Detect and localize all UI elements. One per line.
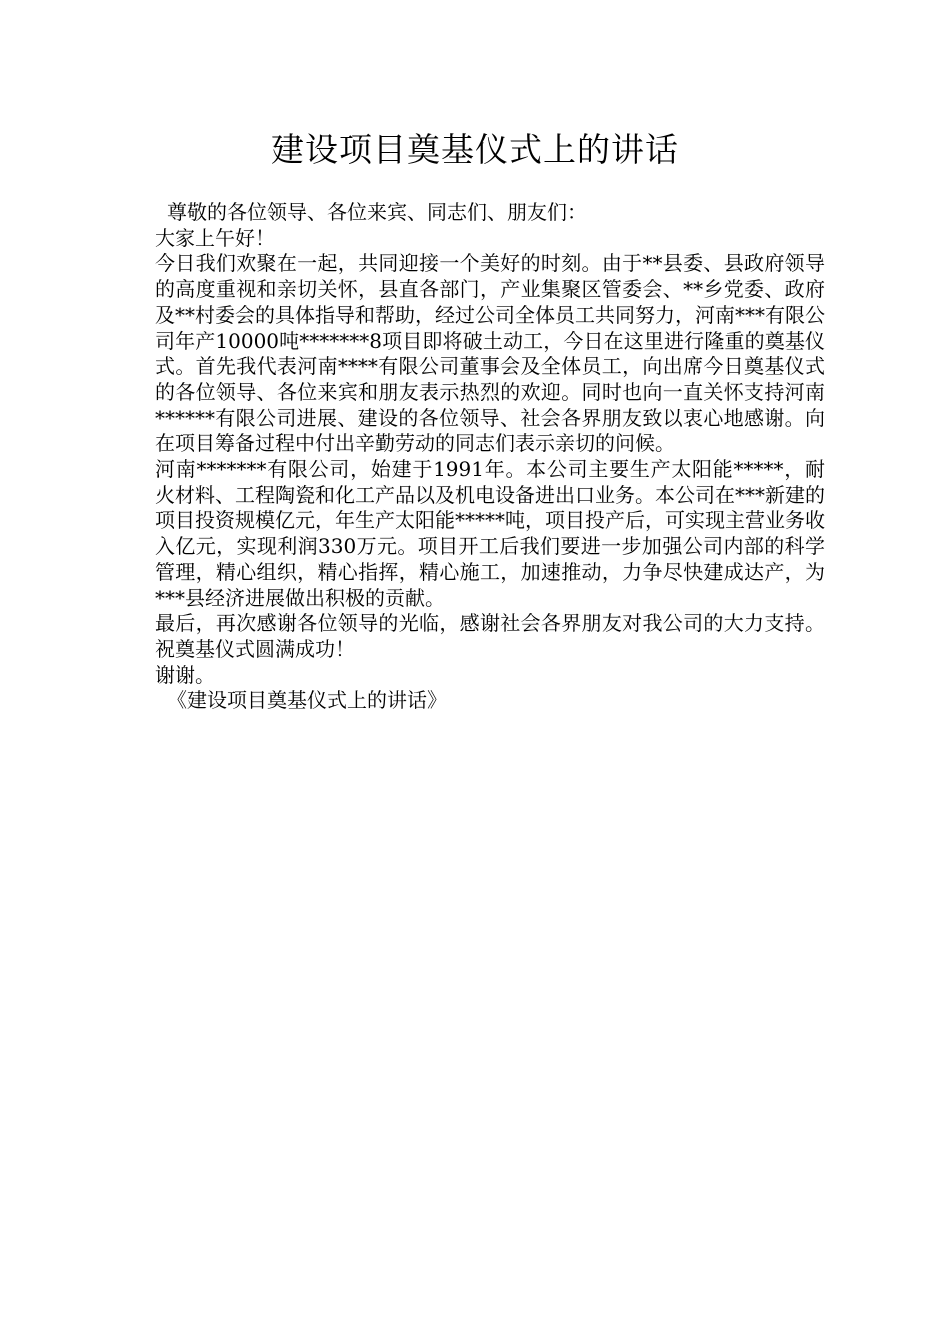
- paragraph-thanks: 最后，再次感谢各位领导的光临，感谢社会各界朋友对我公司的大力支持。祝奠基仪式圆满成功！: [155, 611, 825, 661]
- greeting-line: 大家上午好！: [155, 225, 275, 250]
- salutation-line: 尊敬的各位领导、各位来宾、同志们、朋友们：: [167, 200, 587, 224]
- document-body: [145, 200, 825, 714]
- paragraph-intro: 今日我们欢聚在一起，共同迎接一个美好的时刻。由于**县委、县政府领导的高度重视和亲切关怀，县直各部门，产业集聚区管委会、**乡党委、政府及**村委会的具体指导和帮助，经过公司全体员工共同努力，河南***有限公司年产10000吨*******8项目即将破土动工，今日在这里进行隆重的奠基仪式。首先我代表河南****有限公司董事会及全体员工，向出席今日奠基仪式的各位领导、各位来宾和朋友表示热烈的欢迎。同时也向一直关怀支持河南******有限公司进展、建设的各位领导、社会各界朋友致以衷心地感谢。向在项目筹备过程中付出辛勤劳动的同志们表示亲切的问候。: [155, 251, 825, 456]
- page-title: 建设项目奠基仪式上的讲话: [271, 130, 679, 169]
- footer-title: 《建设项目奠基仪式上的讲话》: [167, 688, 447, 713]
- closing-line: 谢谢。: [155, 662, 215, 687]
- paragraph-company: 河南*******有限公司，始建于1991年。本公司主要生产太阳能*****，耐火材料、工程陶瓷和化工产品以及机电设备进出口业务。本公司在***新建的项目投资规模亿元，年生产太阳能*****吨，项目投产后，可实现主营业务收入亿元，实现利润330万元。项目开工后我们要进一步加强公司内部的科学管理，精心组织，精心指挥，精心施工，加速推动，力争尽快建成达产，为***县经济进展做出积极的贡献。: [155, 457, 825, 610]
